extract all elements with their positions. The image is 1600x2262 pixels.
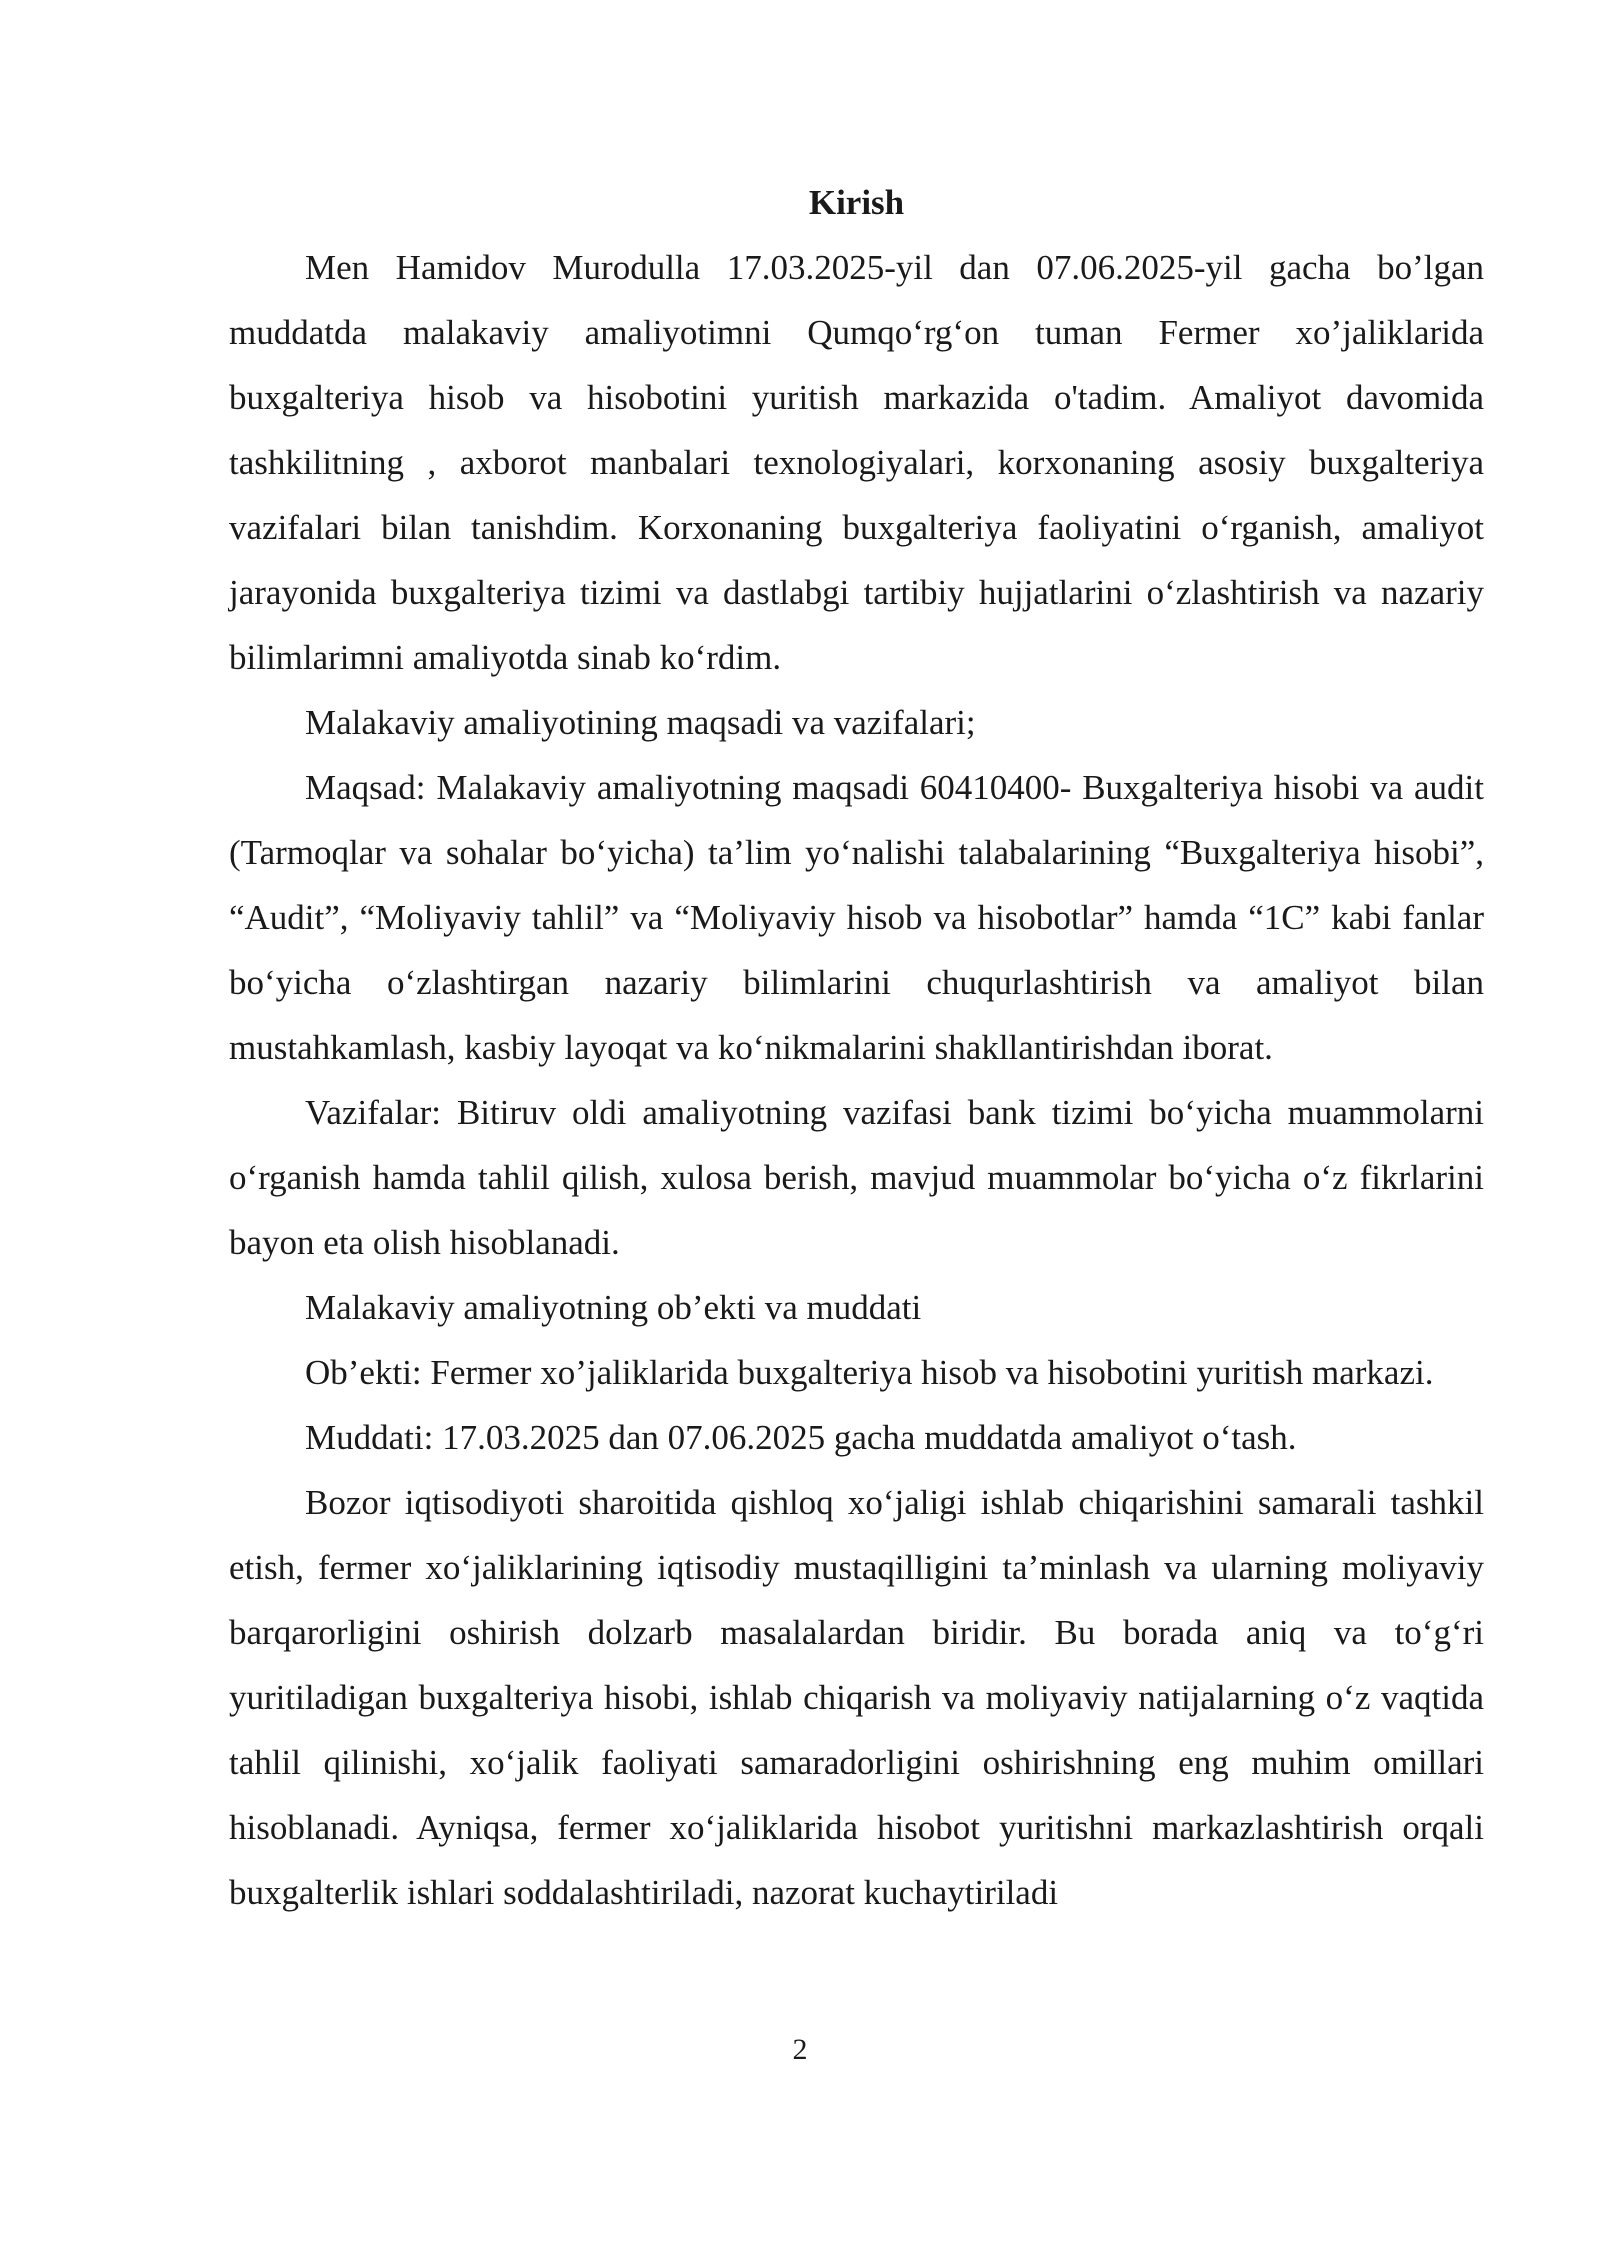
object-paragraph: Ob’ekti: Fermer xo’jaliklarida buxgalteriya hisob va hisobotini yuritish markazi. [305,1353,1434,1392]
goal-paragraph: Maqsad: Malakaviy amaliyotning maqsadi 60410400- Buxgalteriya hisobi va audit (Tarmoqlar va sohalar bo‘yicha) ta’lim yo‘nalishi talabalarining “Buxgalteriya hisobi”, “Audit”, “Moliyaviy tahlil” va “Moliyaviy hisob va hisobotlar” hamda “1C” kabi fanlar bo‘yicha o‘zlashtirgan nazariy bilimlarini chuqurlashtirish va amaliyot bilan mustahkamlash, kasbiy layoqat va ko‘nikmalarini shakllantirishdan iborat. [229,768,1484,1067]
object-heading-paragraph: Malakaviy amaliyotning ob’ekti va muddati [305,1288,922,1327]
context-paragraph: Bozor iqtisodiyoti sharoitida qishloq xo‘jaligi ishlab chiqarishini samarali tashkil etish, fermer xo‘jaliklarining iqtisodiy mustaqilligini ta’minlash va ularning moliyaviy barqarorligini oshirish dolzarb masalalardan biridir. Bu borada aniq va to‘g‘ri yuritiladigan buxgalteriya hisobi, ishlab chiqarish va moliyaviy natijalarning o‘z vaqtida tahlil qilinishi, xo‘jalik faoliyati samaradorligini oshirishning eng muhim omillari hisoblanadi. Ayniqsa, fermer xo‘jaliklarida hisobot yuritishni markazlashtirish orqali buxgalterlik ishlari soddalashtiriladi, nazorat kuchaytiriladi [229,1483,1484,1912]
page-content [229,170,1484,1925]
section-title: Kirish [808,183,905,222]
duration-paragraph: Muddati: 17.03.2025 dan 07.06.2025 gacha muddatda amaliyot o‘tash. [305,1418,1297,1457]
intro-paragraph: Men Hamidov Murodulla 17.03.2025-yil dan 07.06.2025-yil gacha bo’lgan muddatda malakaviy amaliyotimni Qumqo‘rg‘on tuman Fermer xo’jaliklarida buxgalteriya hisob va hisobotini yuritish markazida o'tadim. Amaliyot davomida tashkilitning , axborot manbalari texnologiyalari, korxonaning asosiy buxgalteriya vazifalari bilan tanishdim. Korxonaning buxgalteriya faoliyatini o‘rganish, amaliyot jarayonida buxgalteriya tizimi va dastlabgi tartibiy hujjatlarini o‘zlashtirish va nazariy bilimlarimni amaliyotda sinab ko‘rdim. [229,248,1484,677]
goals-heading-paragraph: Malakaviy amaliyotining maqsadi va vazifalari; [305,703,976,742]
page-number: 2 [792,2033,808,2066]
tasks-paragraph: Vazifalar: Bitiruv oldi amaliyotning vazifasi bank tizimi bo‘yicha muammolarni o‘rganish hamda tahlil qilish, xulosa berish, mavjud muammolar bo‘yicha o‘z fikrlarini bayon eta olish hisoblanadi. [229,1093,1484,1262]
